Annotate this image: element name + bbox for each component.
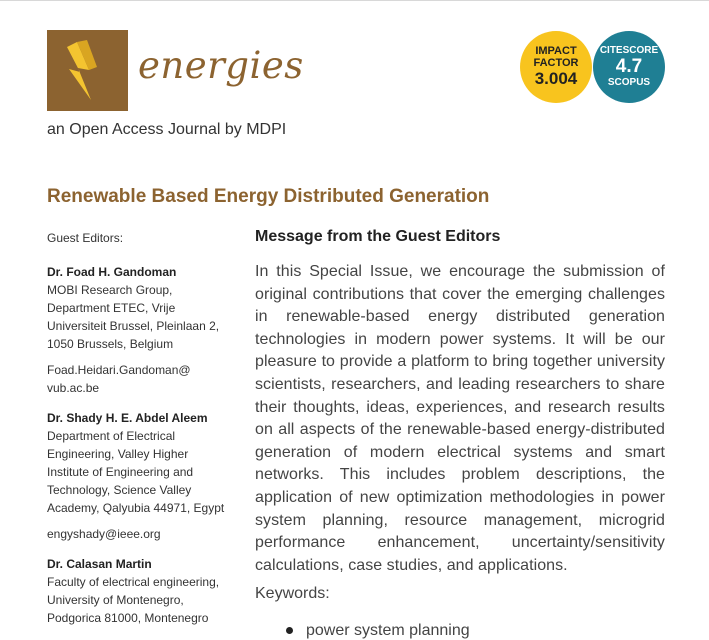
editor-affiliation: MOBI Research Group, Department ETEC, Vrije Universiteit Brussel, Pleinlaan 2, 1050 Brussels, Belgium xyxy=(47,283,220,351)
editor-email: Foad.Heidari.Gandoman@ vub.ac.be xyxy=(47,363,191,395)
impact-factor-line1: IMPACT xyxy=(535,45,577,58)
editor-affiliation: Faculty of electrical engineering, University of Montenegro, Podgorica 81000, Montenegro xyxy=(47,575,220,625)
special-issue-title: Renewable Based Energy Distributed Generation xyxy=(47,186,490,207)
editor-entry xyxy=(47,409,237,543)
keyword-list xyxy=(290,622,470,640)
guest-editors-label: Guest Editors: xyxy=(47,231,124,245)
keywords-label: Keywords: xyxy=(255,585,330,602)
impact-factor-value: 3.004 xyxy=(534,69,578,89)
citescore-value: 4.7 xyxy=(615,56,643,78)
journal-tagline: an Open Access Journal by MDPI xyxy=(47,121,287,138)
message-body: In this Special Issue, we encourage the submission of original contributions that cover the emerging challenges in renewable-based energy distributed generation technologies in modern power systems. It will be our pleasure to provide a platform to bring together university scientists, researchers, and leading researchers to share their thoughts, ideas, experiences, and research results on all aspects of the renewable-based energy-distributed generation of modern electrical systems and smart networks. This includes problem descriptions, the application of new optimization methodologies in power system planning, resource management, microgrid performance enhancement, uncertainty/sensitivity calculations, case studies, and applications. xyxy=(255,263,665,574)
guest-editors-section xyxy=(47,229,237,639)
keyword-item: power system planning xyxy=(306,622,470,639)
page-top-border xyxy=(0,0,709,1)
impact-factor-badge xyxy=(520,31,592,103)
editor-name: Dr. Shady H. E. Abdel Aleem xyxy=(47,411,208,425)
citescore-line2: SCOPUS xyxy=(607,76,651,88)
journal-name: energies xyxy=(138,44,304,87)
editor-email: engyshady@ieee.org xyxy=(47,527,161,541)
editor-entry xyxy=(47,555,237,627)
citescore-badge xyxy=(593,31,665,103)
journal-logo xyxy=(47,30,128,111)
impact-factor-line2: FACTOR xyxy=(533,56,579,69)
editor-affiliation: Department of Electrical Engineering, Valley Higher Institute of Engineering and Technology, Science Valley Academy, Qalyubia 44971, Egypt xyxy=(47,429,225,515)
editor-name: Dr. Foad H. Gandoman xyxy=(47,265,177,279)
message-title: Message from the Guest Editors xyxy=(255,228,501,245)
lightning-bolt-icon xyxy=(47,30,128,111)
citescore-line1: CITESCORE xyxy=(599,44,659,56)
editor-entry xyxy=(47,263,237,397)
message-section xyxy=(255,228,665,577)
editor-name: Dr. Calasan Martin xyxy=(47,557,152,571)
